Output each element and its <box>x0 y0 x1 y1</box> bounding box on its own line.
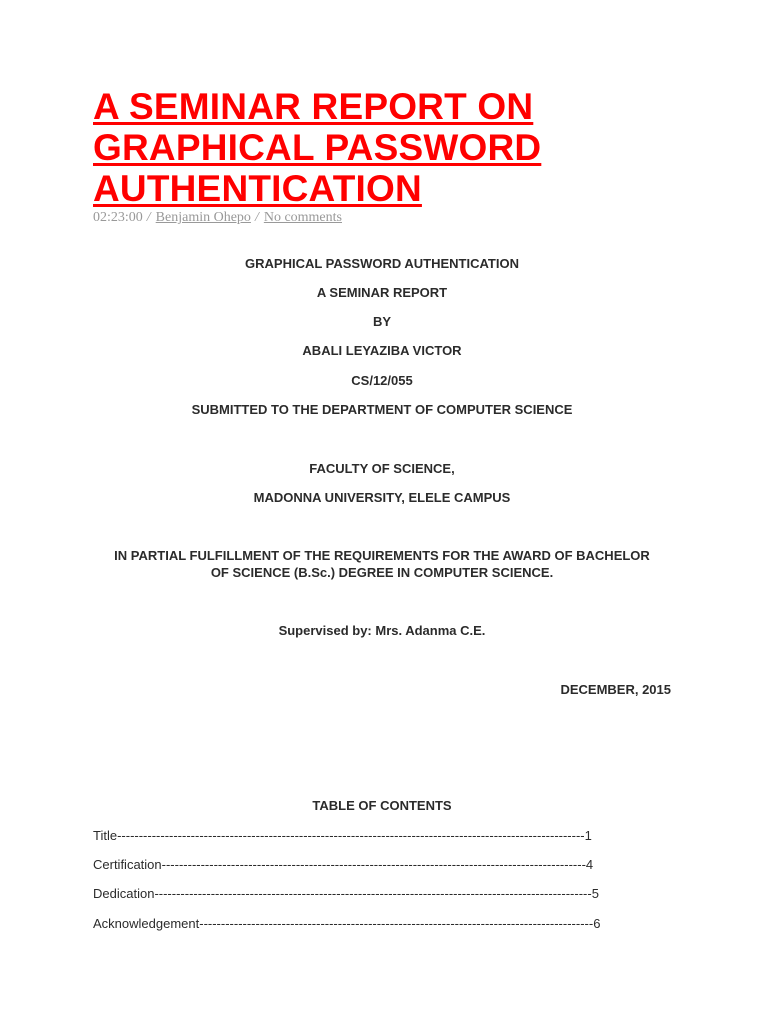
toc-entry-page: 6 <box>593 916 601 931</box>
doc-type: A SEMINAR REPORT <box>316 285 448 300</box>
doc-title: GRAPHICAL PASSWORD AUTHENTICATION <box>245 256 519 271</box>
toc-entry-label: Dedication <box>93 886 155 901</box>
toc-entry <box>93 828 653 843</box>
toc-entry <box>93 886 653 901</box>
post-title-line-3[interactable]: AUTHENTICATION <box>93 168 422 209</box>
post-meta <box>93 210 342 226</box>
by-label: BY <box>372 314 392 329</box>
toc-entry <box>93 857 653 872</box>
faculty: FACULTY OF SCIENCE, <box>309 461 455 476</box>
toc-entry-page: 1 <box>584 828 592 843</box>
toc-entry-page: 4 <box>585 857 594 872</box>
toc-entry-leader: ----------------------------------------------------------------------------------------------------- <box>154 886 592 901</box>
toc-entry-label: Acknowledgement <box>93 916 200 931</box>
post-title-line-1[interactable]: A SEMINAR REPORT ON <box>93 86 534 127</box>
post-time: 02:23:00 <box>93 210 143 225</box>
toc-entry-leader: -------------------------------------------------------------------------------------------------- <box>161 857 586 872</box>
author-link[interactable]: Benjamin Ohepo <box>155 210 251 225</box>
toc-entry-page: 5 <box>591 886 599 901</box>
toc-entry-label: Title <box>93 828 118 843</box>
fulfillment-line-1: IN PARTIAL FULFILLMENT OF THE REQUIREMENTS FOR THE AWARD OF BACHELOR <box>114 548 650 563</box>
comments-link[interactable]: No comments <box>263 210 342 225</box>
supervisor: Supervised by: Mrs. Adanma C.E. <box>278 623 486 638</box>
toc-heading: TABLE OF CONTENTS <box>312 798 452 813</box>
submitted-to: SUBMITTED TO THE DEPARTMENT OF COMPUTER SCIENCE <box>191 402 573 417</box>
meta-separator: / <box>254 210 259 225</box>
post-title[interactable] <box>93 86 693 209</box>
registration-number: CS/12/055 <box>351 373 413 388</box>
post-title-line-2[interactable]: GRAPHICAL PASSWORD <box>93 127 542 168</box>
fulfillment-line-2: OF SCIENCE (B.Sc.) DEGREE IN COMPUTER SCIENCE. <box>210 565 554 580</box>
toc-entry-leader: ------------------------------------------------------------------------------------------- <box>199 916 594 931</box>
toc-entry-leader: ------------------------------------------------------------------------------------------------------------ <box>117 828 585 843</box>
university: MADONNA UNIVERSITY, ELELE CAMPUS <box>253 490 511 505</box>
toc-entry <box>93 916 653 931</box>
toc-entry-label: Certification <box>93 857 162 872</box>
report-date: DECEMBER, 2015 <box>560 682 671 697</box>
meta-separator: / <box>146 210 151 225</box>
student-name: ABALI LEYAZIBA VICTOR <box>302 343 462 358</box>
